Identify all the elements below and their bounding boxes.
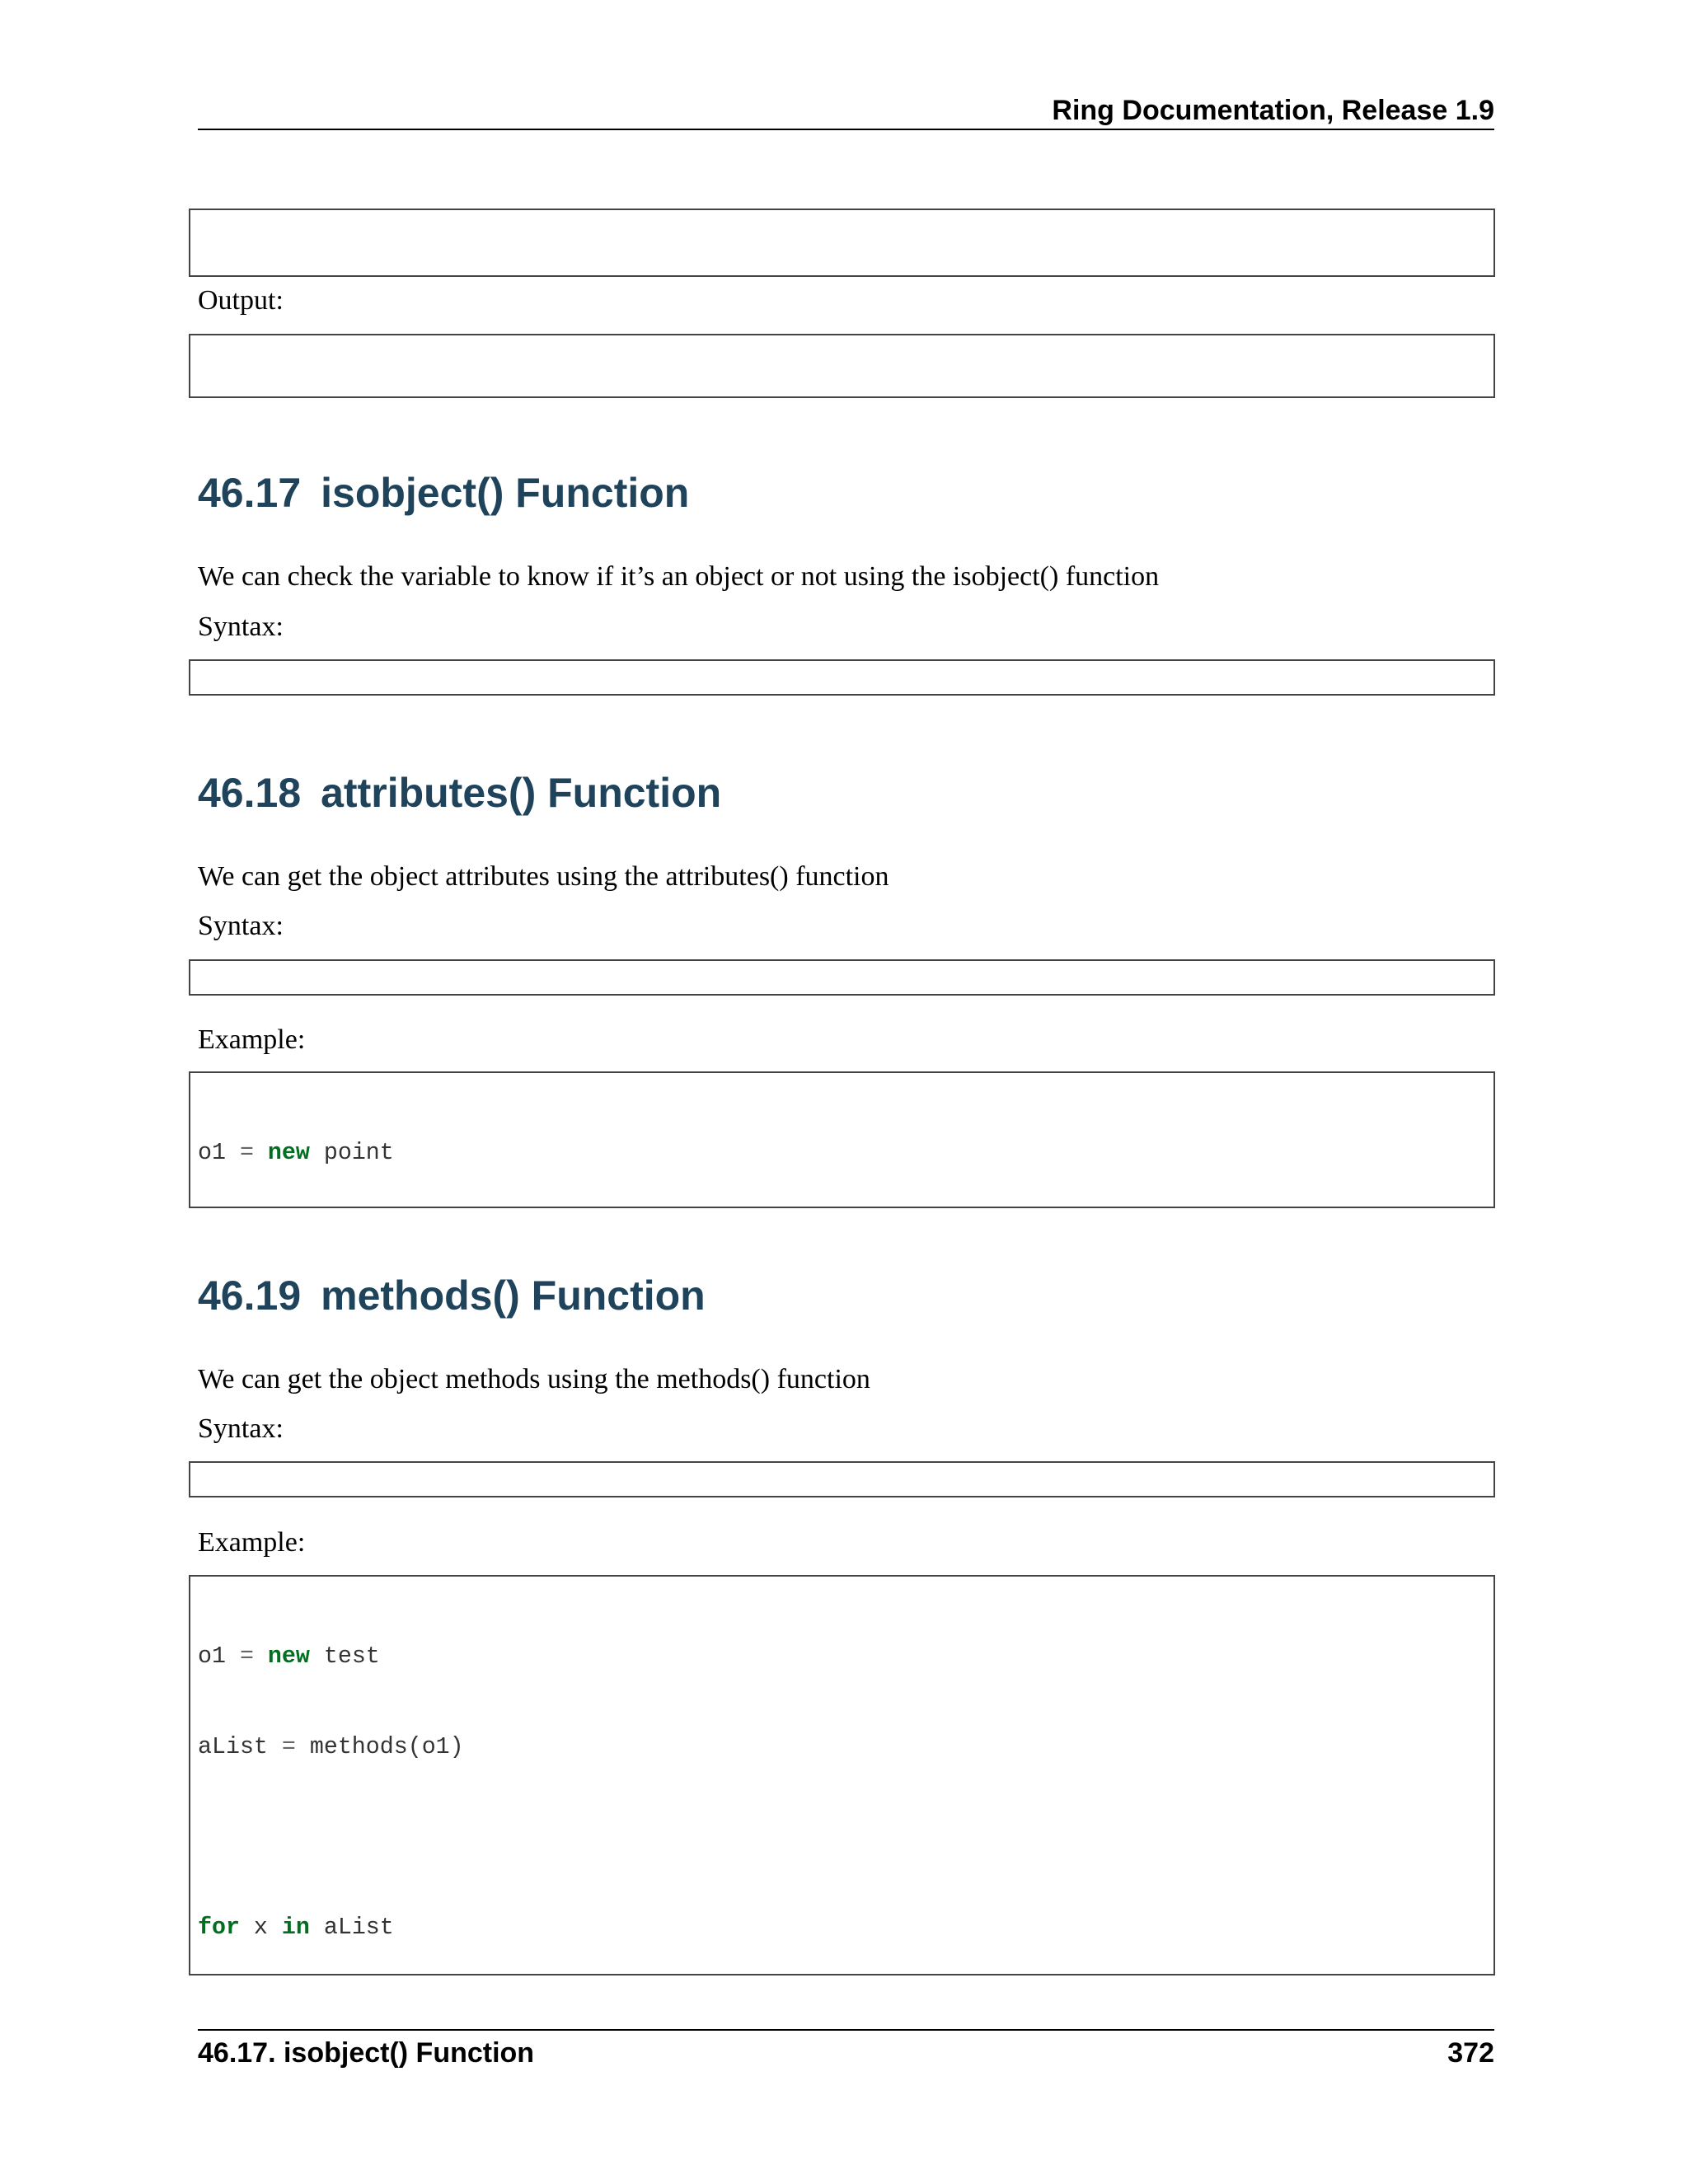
output-line bbox=[198, 396, 1486, 398]
output-block bbox=[189, 334, 1495, 398]
code-line: o1 = new point bbox=[198, 1140, 394, 1166]
page-number: 372 bbox=[1447, 2037, 1494, 2069]
section-description: We can get the object methods using the methods() function bbox=[198, 1364, 870, 1394]
syntax-label: Syntax: bbox=[198, 911, 284, 941]
code-line: aList = methods(o1) bbox=[198, 1733, 464, 1760]
example-label: Example: bbox=[198, 1527, 306, 1558]
code-block-class-point bbox=[189, 209, 1495, 277]
section-description: We can check the variable to know if it’s an object or not using the isobject() function bbox=[198, 561, 1160, 592]
example-block-methods bbox=[189, 1575, 1495, 1975]
section-heading-46-18: 46.18 attributes() Function bbox=[198, 770, 722, 816]
section-heading-46-17: 46.17 isobject() Function bbox=[198, 470, 690, 516]
section-heading-46-19: 46.19 methods() Function bbox=[198, 1272, 706, 1319]
example-block-attributes bbox=[189, 1071, 1495, 1208]
code-line: o1 = new test bbox=[198, 1643, 380, 1670]
running-header: Ring Documentation, Release 1.9 bbox=[198, 92, 1494, 130]
syntax-label: Syntax: bbox=[198, 1413, 284, 1444]
page-footer bbox=[198, 2029, 1494, 2069]
syntax-label: Syntax: bbox=[198, 612, 284, 642]
code-line: for x in aList bbox=[198, 1914, 394, 1941]
example-label: Example: bbox=[198, 1024, 306, 1055]
syntax-block-methods bbox=[189, 1461, 1495, 1497]
footer-section-link[interactable]: 46.17. isobject() Function bbox=[198, 2037, 535, 2069]
syntax-block-attributes bbox=[189, 959, 1495, 996]
code-line-blank bbox=[198, 1822, 1486, 1853]
output-label: Output: bbox=[198, 285, 284, 316]
section-description: We can get the object attributes using the attributes() function bbox=[198, 861, 889, 892]
document-page bbox=[198, 0, 1494, 2184]
syntax-block-isobject bbox=[189, 659, 1495, 696]
